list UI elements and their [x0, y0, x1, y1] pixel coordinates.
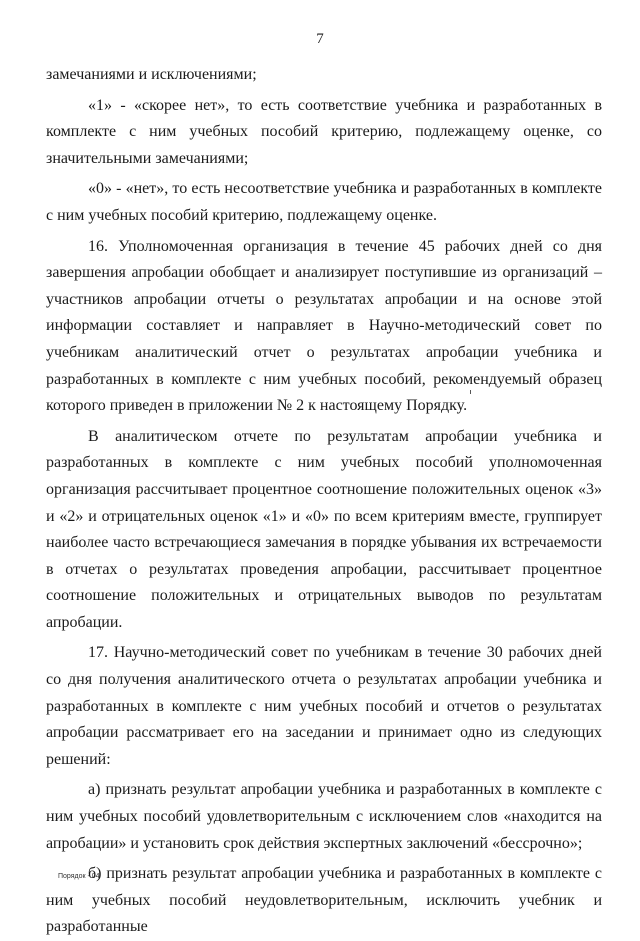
- paragraph-item-17: 17. Научно-методический совет по учебникам в течение 30 рабочих дней со дня получения аналитического отчета о результатах апробации учебника и разработанных в комплекте с ним учебных пособий и отчетов о результатах апробации рассматривает его на заседании и принимает одно из следующих решений:: [46, 644, 602, 768]
- document-body: [46, 62, 602, 941]
- scan-mark: [470, 390, 471, 394]
- footer-label: Порядок - 04: [58, 873, 100, 880]
- paragraph-rating-1: «1» - «скорее нет», то есть соответствие учебника и разработанных в комплекте с ним учебных пособий критерию, подлежащему оценке, со значительными замечаниями;: [46, 96, 602, 167]
- paragraph-decision-a: а) признать результат апробации учебника и разработанных в комплекте с ним учебных пособий удовлетворительным с исключением слов «находится на апробации» и установить срок действия экспертных заключений «бессрочно»;: [46, 781, 602, 852]
- paragraph-item-16: 16. Уполномоченная организация в течение 45 рабочих дней со дня завершения апробации обобщает и анализирует поступившие из организаций – участников апробации отчеты о результатах апробации и на основе этой информации составляет и направляет в Научно-методический совет по учебникам аналитический отчет о результатах апробации учебника и разработанных в комплекте с ним учебных пособий, рекомендуемый образец которого приведен в приложении № 2 к настоящему Порядку.: [46, 237, 602, 415]
- paragraph-continuation: замечаниями и исключениями;: [46, 66, 257, 83]
- page-number: 7: [316, 31, 324, 47]
- paragraph-decision-b: б) признать результат апробации учебника и разработанных в комплекте с ним учебных пособий неудовлетворительным, исключить учебник и разработанные: [46, 865, 602, 936]
- paragraph-analytic-report: В аналитическом отчете по результатам апробации учебника и разработанных в комплекте с ним учебных пособий уполномоченная организация рассчитывает процентное соотношение положительных оценок «3» и «2» и отрицательных оценок «1» и «0» по всем критериям вместе, группирует наиболее часто встречающиеся замечания в порядке убывания их встречаемости в отчетах о результатах проведения апробации, рассчитывает процентное соотношение положительных и отрицательных выводов по результатам апробации.: [46, 427, 602, 631]
- paragraph-rating-0: «0» - «нет», то есть несоответствие учебника и разработанных в комплекте с ним учебных пособий критерию, подлежащему оценке.: [46, 180, 602, 224]
